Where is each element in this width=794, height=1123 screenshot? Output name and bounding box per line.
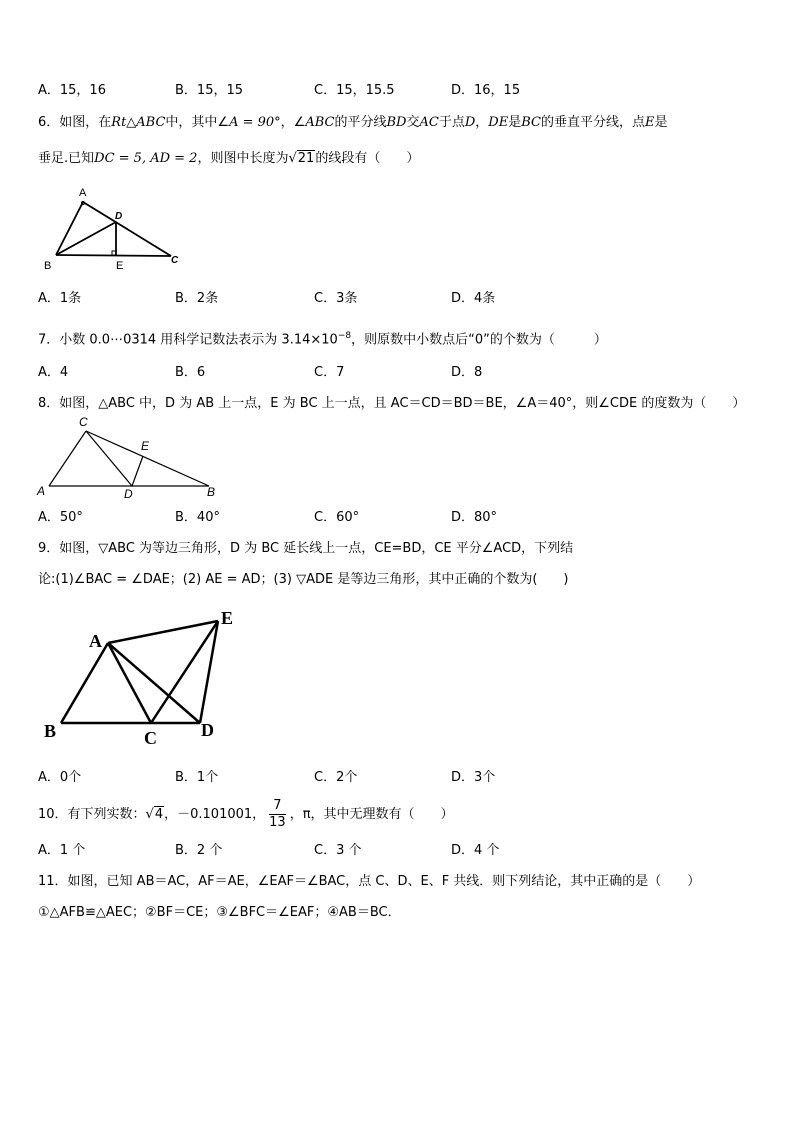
q7-option-d: D．8: [451, 365, 483, 380]
q8-option-d: D．80°: [451, 510, 498, 525]
q8-option-a: A．50°: [38, 510, 83, 525]
q7-option-a: A．4: [38, 365, 69, 380]
q7-exponent: −8: [337, 331, 352, 341]
sqrt-radicand: 21: [297, 151, 315, 166]
q10-text: 10．有下列实数：√4，－0.101001， $\frac{7}{13}$ ，π，其中无理数有（ ）: [38, 798, 454, 830]
q8-label-a: A: [37, 484, 46, 498]
q5-option-a: A．15，16: [38, 83, 106, 98]
q10-option-c: C．3 个: [314, 843, 362, 858]
q8-label-b: B: [207, 485, 216, 499]
q10-options: [38, 842, 598, 860]
q9-figure: [40, 604, 270, 749]
q6-option-a: A．1条: [38, 291, 82, 306]
sqrt-sign: √: [288, 151, 297, 166]
q7-option-b: B．6: [175, 365, 206, 380]
q6-line1: 6．如图，在Rt△ABC中，其中∠A = 90°，∠ABC的平分线BD交AC于点D，DE是BC的垂直平分线，点E是: [38, 115, 668, 130]
fraction-numerator: 7: [269, 798, 286, 815]
q6-label-c: C: [171, 255, 179, 266]
q5-option-b: B．15，15: [175, 83, 244, 98]
q6-option-b: B．2条: [175, 291, 219, 306]
q10-option-d: D．4 个: [451, 843, 500, 858]
q9-options: [38, 769, 598, 787]
q5-option-d: D．16，15: [451, 83, 521, 98]
q7-text: 7．小数 0.0⋯0314 用科学记数法表示为 $3.14\times 10^{-8}$，则原数中小数点后“0”的个数为（ ）: [38, 331, 607, 348]
q7-options: [38, 364, 598, 382]
q9-label-c: C: [144, 728, 157, 748]
sqrt-sign: √: [145, 807, 154, 822]
q9-option-d: D．3个: [451, 770, 496, 785]
q9-line2: 论:(1)∠BAC = ∠DAE；(2) AE = AD；(3) ▽ADE 是等边三角形，其中正确的个数为( ): [38, 572, 569, 587]
q10-option-b: B．2 个: [175, 843, 223, 858]
q6-label-a: A: [79, 187, 87, 199]
q8-label-e: E: [141, 439, 150, 453]
q6-option-d: D．4条: [451, 291, 496, 306]
q6-label-e: E: [116, 260, 124, 272]
q9-line1: 9．如图，▽ABC 为等边三角形，D 为 BC 延长线上一点，CE=BD，CE 平分∠ACD，下列结: [38, 541, 574, 556]
q8-text: 8．如图，△ABC 中，D 为 AB 上一点，E 为 BC 上一点，且 AC＝CD＝BD＝BE，∠A＝40°，则∠CDE 的度数为（ ）: [38, 396, 746, 411]
q11-line1: 11．如图，已知 AB＝AC，AF＝AE，∠EAF＝∠BAC，点 C、D、E、F 共线．则下列结论，其中正确的是（ ）: [38, 874, 701, 889]
q8-option-b: B．40°: [175, 510, 220, 525]
q10-option-a: A．1 个: [38, 843, 86, 858]
q8-label-c: C: [79, 415, 88, 429]
q6-options: [38, 290, 598, 308]
sqrt-radicand: 4: [154, 807, 164, 822]
q9-label-e: E: [221, 608, 234, 628]
q8-label-d: D: [124, 487, 133, 501]
q7-option-c: C．7: [314, 365, 345, 380]
q9-label-b: B: [44, 721, 57, 741]
q6-option-c: C．3条: [314, 291, 358, 306]
fraction: [269, 798, 286, 831]
q9-label-d: D: [201, 720, 214, 740]
q8-figure: [35, 414, 225, 504]
q8-option-c: C．60°: [314, 510, 360, 525]
q5-options: [38, 82, 598, 100]
q8-options: [38, 509, 598, 527]
q6-line2: 垂足.已知DC = 5, AD = 2，则图中长度为√21的线段有（ ）: [38, 151, 420, 166]
q9-option-b: B．1个: [175, 770, 219, 785]
q6-label-d: D: [115, 211, 123, 222]
q5-option-c: C．15，15.5: [314, 83, 395, 98]
q9-label-a: A: [89, 631, 102, 651]
q9-option-a: A．0个: [38, 770, 82, 785]
q6-label-b: B: [44, 260, 52, 272]
q9-option-c: C．2个: [314, 770, 358, 785]
q6-figure: [40, 182, 190, 272]
fraction-denominator: 13: [269, 815, 286, 830]
q11-line2: ①△AFB≌△AEC；②BF＝CE；③∠BFC＝∠EAF；④AB＝BC．: [38, 905, 401, 920]
